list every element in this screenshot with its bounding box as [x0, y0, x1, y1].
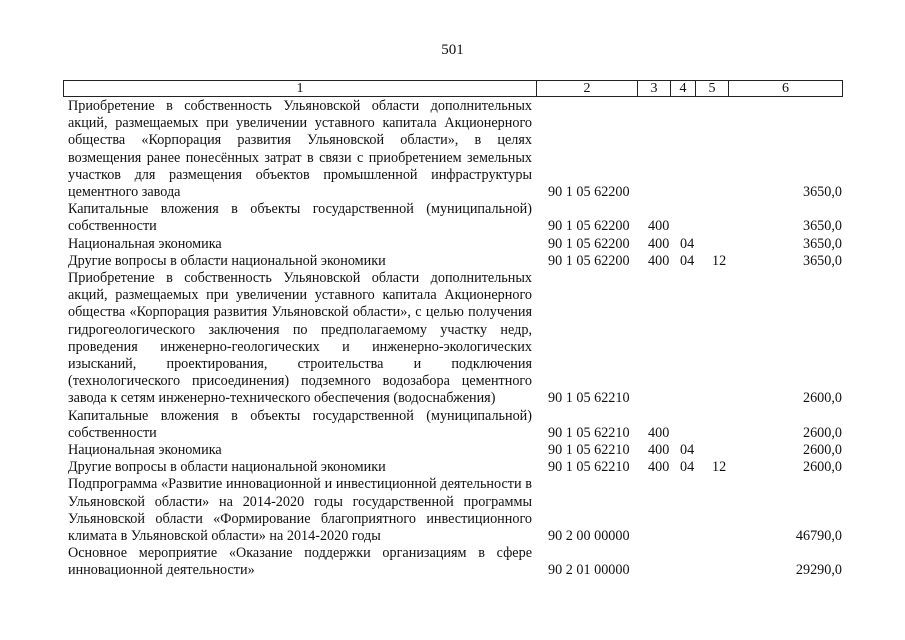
row-section: 04 — [680, 235, 695, 252]
header-col-6: 6 — [729, 81, 843, 97]
row-description: Национальная экономика — [68, 442, 222, 459]
table-header — [63, 80, 843, 97]
row-expense-type: 400 — [648, 218, 670, 235]
row-expense-type: 400 — [648, 235, 670, 252]
header-col-2: 2 — [537, 81, 638, 97]
row-expense-type: 400 — [648, 459, 670, 476]
table-row — [0, 270, 905, 408]
row-description: Капитальные вложения в объекты государственной (муниципальной) собственности — [68, 407, 532, 441]
row-target-code: 90 1 05 62210 — [548, 459, 630, 476]
row-expense-type: 400 — [648, 252, 670, 269]
table-row — [0, 408, 905, 442]
row-subsection: 12 — [712, 252, 727, 269]
row-description: Основное мероприятие «Оказание поддержки организациям в сфере инновационной деятельности» — [68, 545, 532, 579]
row-description: Другие вопросы в области национальной экономики — [68, 252, 386, 269]
row-section: 04 — [680, 459, 695, 476]
header-col-3: 3 — [638, 81, 671, 97]
table-row — [0, 98, 905, 201]
row-amount: 3650,0 — [802, 235, 842, 252]
page-number: 501 — [441, 42, 464, 58]
row-amount: 46790,0 — [795, 528, 842, 545]
row-amount: 3650,0 — [802, 252, 842, 269]
table-row — [0, 253, 905, 270]
row-target-code: 90 1 05 62210 — [548, 424, 630, 441]
row-amount: 2600,0 — [802, 390, 842, 407]
row-target-code: 90 1 05 62200 — [548, 184, 630, 201]
row-section: 04 — [680, 442, 695, 459]
row-description: Приобретение в собственность Ульяновской области дополнительных акций, размещаемых при увеличении уставного капитала Акционерного общества «Корпорация развития Ульяновской области», с целью получения гидрогеологического заключения по предполагаемому участку недр, проведения инженерно-геологических и инженерно-экологических изысканий, проектирования, строительства и подключения (технологического присоединения) подземного водозабора цементного завода к сетям инженерно-технического обеспечения (водоснабжения) — [68, 270, 532, 407]
row-amount: 3650,0 — [802, 184, 842, 201]
table-row — [0, 476, 905, 545]
row-target-code: 90 1 05 62200 — [548, 218, 630, 235]
row-section: 04 — [680, 252, 695, 269]
row-expense-type: 400 — [648, 424, 670, 441]
table-row — [0, 459, 905, 476]
row-expense-type: 400 — [648, 442, 670, 459]
table-row — [0, 442, 905, 459]
header-col-5: 5 — [696, 81, 729, 97]
row-description: Капитальные вложения в объекты государственной (муниципальной) собственности — [68, 201, 532, 235]
row-amount: 3650,0 — [802, 218, 842, 235]
row-amount: 29290,0 — [795, 562, 842, 579]
row-amount: 2600,0 — [802, 459, 842, 476]
header-col-1: 1 — [64, 81, 537, 97]
row-description: Национальная экономика — [68, 235, 222, 252]
row-description: Приобретение в собственность Ульяновской области дополнительных акций, размещаемых при увеличении уставного капитала Акционерного общества «Корпорация развития Ульяновской области», в целях возмещения ранее понесённых затрат в связи с приобретением земельных участков для размещения объектов промышленной инфраструктуры цементного завода — [68, 98, 532, 201]
row-amount: 2600,0 — [802, 424, 842, 441]
row-target-code: 90 1 05 62210 — [548, 390, 630, 407]
table-row — [0, 201, 905, 235]
row-target-code: 90 2 01 00000 — [548, 562, 630, 579]
row-subsection: 12 — [712, 459, 727, 476]
row-target-code: 90 1 05 62210 — [548, 442, 630, 459]
header-col-4: 4 — [671, 81, 696, 97]
row-target-code: 90 1 05 62200 — [548, 252, 630, 269]
row-target-code: 90 2 00 00000 — [548, 528, 630, 545]
table-row — [0, 236, 905, 253]
row-target-code: 90 1 05 62200 — [548, 235, 630, 252]
budget-rows — [0, 98, 905, 580]
table-row — [0, 545, 905, 579]
row-description: Другие вопросы в области национальной экономики — [68, 459, 386, 476]
row-amount: 2600,0 — [802, 442, 842, 459]
row-description: Подпрограмма «Развитие инновационной и инвестиционной деятельности в Ульяновской области» на 2014-2020 годы государственной программы Ульяновской области «Формирование благоприятного инвестиционного климата в Ульяновской области» на 2014-2020 годы — [68, 476, 532, 545]
